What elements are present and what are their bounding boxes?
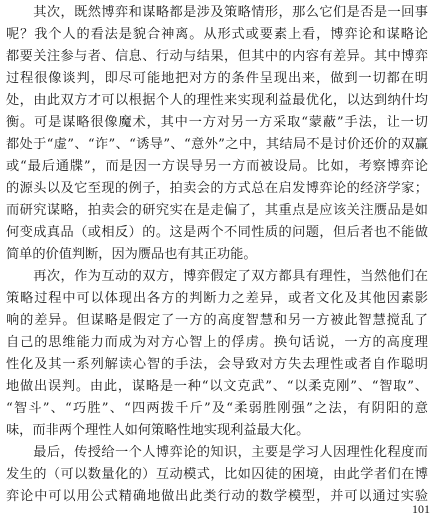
text-line: 的源头以及它至现的例子，拍卖会的方式总在启发博弈论的经济学家； (6, 181, 428, 196)
text-line: 或“最后通牒”，而是因一方误导另一方而被设局。比如，考察博弈论 (6, 159, 428, 174)
book-page (6, 0, 428, 523)
page-number: 101 (412, 502, 430, 516)
text-line: 性化及其一系列解读心智的手法，会导致对方失去理性或者自作聪明 (6, 357, 428, 372)
text-line: 自己的思维能力而成为对方心智上的俘虏。换句话说，一方的高度理 (6, 335, 428, 350)
text-line: 何变成真品（或相反）的。这是两个不同性质的问题，但后者也不能做 (6, 225, 428, 240)
text-line: 过程很像谈判，即尽可能地把对方的条件呈现出来，做到一切都在明 (6, 71, 428, 86)
text-line: 弈论中可以用公式精确地做出此类行动的数学模型，并可以通过实验 (6, 489, 428, 504)
text-line: 策略过程中可以体现出各方的判断力之差异，或者文化及其他因素影 (6, 291, 428, 306)
text-line: 味，而非两个理性人如何策略性地实现利益最大化。 (6, 423, 310, 438)
text-line: 呢？我个人的看法是貌合神离。从形式或要素上看，博弈论和谋略论 (6, 27, 428, 42)
text-line: 响的差异。但谋略是假定了一方的高度智慧和另一方被此智慧搅乱了 (6, 313, 428, 328)
text-line: 再次，作为互动的双方，博弈假定了双方都具有理性，当然他们在 (6, 269, 428, 284)
text-line: 都要关注参与者、信息、行动与结果，但其中的内容有差异。其中博弈 (6, 49, 428, 64)
text-line: 地做出误判。由此，谋略是一种“以文克武”、“以柔克刚”、“智取”、 (6, 379, 428, 394)
text-line: 处，由此双方才可以根据个人的理性来实现利益最优化，以达到纳什均 (6, 93, 428, 108)
text-line: 发生的（可以数量化的）互动模式，比如囚徒的困境，由此学者们在博 (6, 467, 428, 482)
text-line: 其次，既然博弈和谋略都是涉及策略情形，那么它们是否是一回事 (6, 5, 428, 20)
text-line: “智斗”、“巧胜”、“四两拨千斤”及“柔弱胜刚强”之法，有阴阳的意 (6, 401, 428, 416)
text-line: 最后，传授给一个人博弈论的知识，主要是学习人因理性化程度而 (6, 445, 428, 460)
text-line: 简单的价值判断，因为赝品也有其正功能。 (6, 247, 257, 262)
text-line: 衡。可是谋略很像魔术，其中一方对另一方采取“蒙蔽”手法，让一切 (6, 115, 428, 130)
text-line: 都处于“虚”、“诈”、“诱导”、“意外”之中，其结局不是讨价还价的双赢 (6, 137, 428, 152)
text-line: 而研究谋略，拍卖会的研究实在是走偏了，其重点是应该关注赝品是如 (6, 203, 428, 218)
